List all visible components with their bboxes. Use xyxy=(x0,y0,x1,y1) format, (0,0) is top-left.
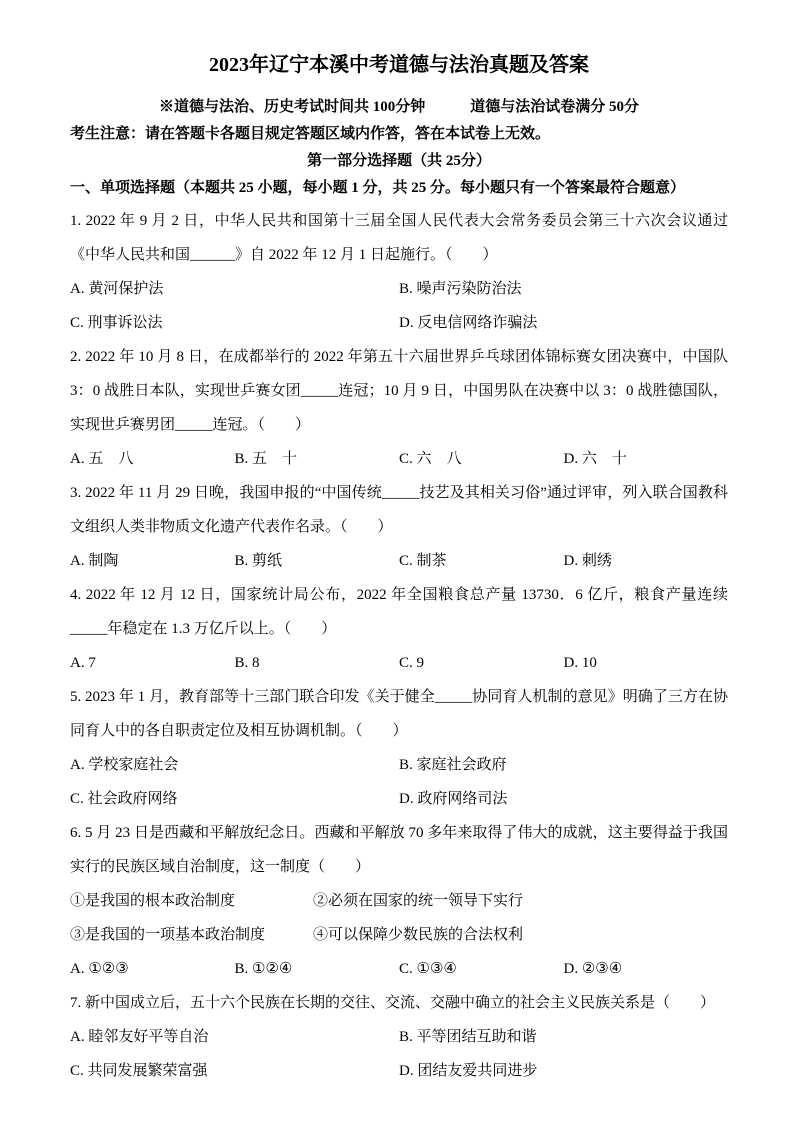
question-2-stem: 2. 2022 年 10 月 8 日，在成都举行的 2022 年第五十六届世界乒乓球团体锦标赛女团决赛中，中国队 3：0 战胜日本队，实现世乒赛女团_____连冠；10 月 9 日，中国男队在决赛中以 3：0 战胜德国队，实现世乒赛男团_____连冠。（ ） xyxy=(70,349,728,433)
question-5-option-a: A. 学校家庭社会 xyxy=(70,757,179,773)
question-5-stem: 5. 2023 年 1 月，教育部等十三部门联合印发《关于健全_____协同育人机制的意见》明确了三方在协同育人中的各自职责定位及相互协调机制。（ ） xyxy=(70,689,728,739)
question-4-option-a: A. 7 xyxy=(70,655,96,671)
question-2-option-c: C. 六 八 xyxy=(399,451,462,467)
question-3-option-d: D. 刺绣 xyxy=(563,553,612,569)
question-2 xyxy=(70,340,728,476)
question-7-stem: 7. 新中国成立后，五十六个民族在长期的交往、交流、交融中确立的社会主义民族关系是（ ） xyxy=(70,995,716,1011)
question-7-options xyxy=(70,1020,728,1088)
question-3-option-c: C. 制茶 xyxy=(399,553,447,569)
question-1-option-a: A. 黄河保护法 xyxy=(70,281,164,297)
question-6-option-d: D. ②③④ xyxy=(563,961,623,977)
question-1-option-b: B. 噪声污染防治法 xyxy=(399,281,522,297)
question-6 xyxy=(70,816,728,986)
question-5-option-b: B. 家庭社会政府 xyxy=(399,757,507,773)
section-header: 第一部分选择题（共 25分） xyxy=(307,153,491,169)
question-1-stem: 1. 2022 年 9 月 2 日，中华人民共和国第十三届全国人民代表大会常务委员会第三十六次会议通过《中华人民共和国______》自 2022 年 12 月 1 日起施行。（ ） xyxy=(70,213,728,263)
question-5-option-c: C. 社会政府网络 xyxy=(70,791,178,807)
question-1-options xyxy=(70,272,728,340)
question-4-option-d: D. 10 xyxy=(563,655,597,671)
question-4-option-b: B. 8 xyxy=(234,655,260,671)
question-6-statement-1: ①是我国的根本政治制度 xyxy=(70,893,236,909)
question-6-statement-3: ③是我国的一项基本政治制度 xyxy=(70,927,266,943)
question-6-options xyxy=(70,952,728,986)
document-title: 2023年辽宁本溪中考道德与法治真题及答案 xyxy=(209,54,589,76)
question-2-option-d: D. 六 十 xyxy=(563,451,627,467)
question-6-statement-4: ④可以保障少数民族的合法权利 xyxy=(313,927,524,943)
candidate-notice: 考生注意：请在答题卡各题目规定答题区域内作答，答在本试卷上无效。 xyxy=(70,126,551,142)
question-4-option-c: C. 9 xyxy=(399,655,425,671)
part-title: 一、单项选择题（本题共 25 小题，每小题 1 分，共 25 分。每小题只有一个答案最符合题意） xyxy=(70,180,686,196)
question-7 xyxy=(70,986,728,1088)
question-6-statement-2: ②必须在国家的统一领导下实行 xyxy=(313,893,524,909)
question-1 xyxy=(70,204,728,340)
question-4-options xyxy=(70,646,728,680)
question-3-options xyxy=(70,544,728,578)
question-2-options xyxy=(70,442,728,476)
question-4 xyxy=(70,578,728,680)
question-6-statements xyxy=(70,884,728,952)
question-3-option-a: A. 制陶 xyxy=(70,553,119,569)
question-4-stem: 4. 2022 年 12 月 12 日，国家统计局公布，2022 年全国粮食总产量 13730．6 亿斤，粮食产量连续_____年稳定在 1.3 万亿斤以上。（ ） xyxy=(70,587,728,637)
question-6-option-a: A. ①②③ xyxy=(70,961,129,977)
question-3-option-b: B. 剪纸 xyxy=(234,553,283,569)
exam-info-line: ※道德与法治、历史考试时间共 100分钟 道德与法治试卷满分 50分 xyxy=(158,99,639,115)
question-3 xyxy=(70,476,728,578)
question-5 xyxy=(70,680,728,816)
question-2-option-a: A. 五 八 xyxy=(70,451,134,467)
question-2-option-b: B. 五 十 xyxy=(234,451,298,467)
question-7-option-a: A. 睦邻友好平等自治 xyxy=(70,1029,209,1045)
question-6-stem: 6. 5 月 23 日是西藏和平解放纪念日。西藏和平解放 70 多年来取得了伟大的成就，这主要得益于我国实行的民族区域自治制度，这一制度（ ） xyxy=(70,825,728,875)
question-7-option-d: D. 团结友爱共同进步 xyxy=(399,1063,538,1079)
question-7-option-b: B. 平等团结互助和谐 xyxy=(399,1029,537,1045)
question-3-stem: 3. 2022 年 11 月 29 日晚，我国申报的“中国传统_____技艺及其相关习俗”通过评审，列入联合国教科文组织人类非物质文化遗产代表作名录。（ ） xyxy=(70,485,728,535)
question-5-option-d: D. 政府网络司法 xyxy=(399,791,508,807)
question-7-option-c: C. 共同发展繁荣富强 xyxy=(70,1063,208,1079)
question-1-option-c: C. 刑事诉讼法 xyxy=(70,315,163,331)
question-1-option-d: D. 反电信网络诈骗法 xyxy=(399,315,538,331)
question-6-option-b: B. ①②④ xyxy=(234,961,293,977)
question-5-options xyxy=(70,748,728,816)
question-6-option-c: C. ①③④ xyxy=(399,961,457,977)
